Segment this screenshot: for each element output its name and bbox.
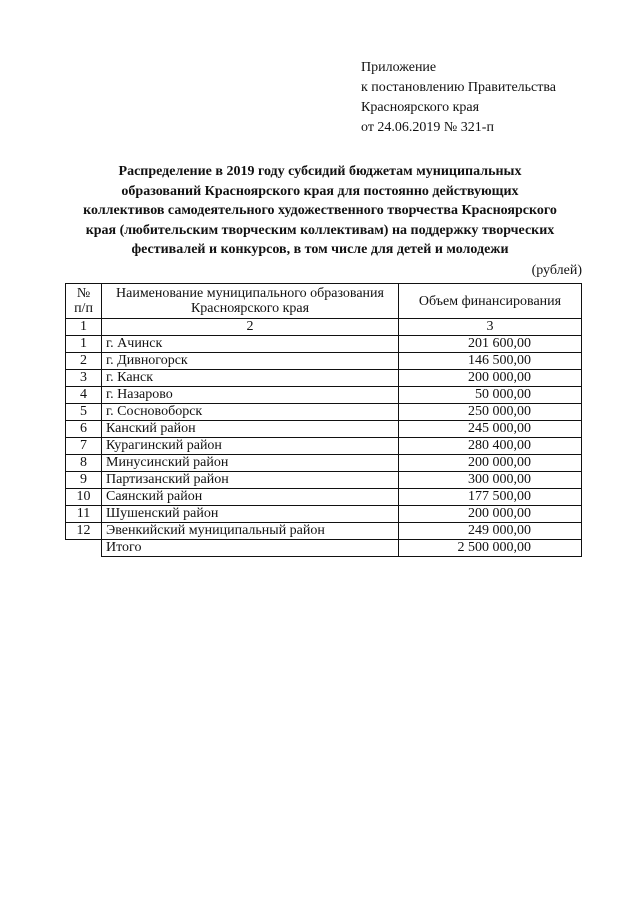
title-line: коллективов самодеятельного художественного творчества Красноярского: [83, 203, 557, 218]
row-num: 12: [66, 523, 102, 540]
row-name: Минусинский район: [102, 455, 399, 472]
row-amount: 200 000,00: [399, 506, 582, 523]
title-line: края (любительским творческим коллективам) на поддержку творческих: [85, 222, 555, 238]
row-num: 2: [66, 353, 102, 370]
table-row: [66, 438, 582, 455]
row-num: 8: [66, 455, 102, 472]
row-num: 4: [66, 387, 102, 404]
appendix-line: Приложение: [361, 60, 437, 75]
row-name: Канский район: [102, 421, 399, 438]
appendix-block: [361, 58, 556, 138]
table-row: [66, 455, 582, 472]
column-number-row: [66, 319, 582, 336]
row-name: Партизанский район: [102, 472, 399, 489]
table-row: [66, 472, 582, 489]
col-number: 2: [102, 319, 399, 336]
table-row: [66, 523, 582, 540]
row-amount: 146 500,00: [399, 353, 582, 370]
unit-label: (рублей): [531, 263, 582, 278]
table-row: [66, 387, 582, 404]
header-row: [66, 284, 582, 319]
row-amount: 177 500,00: [399, 489, 582, 506]
header-name: Наименование муниципального образования Красноярского края: [102, 284, 399, 319]
row-amount: 249 000,00: [399, 523, 582, 540]
table-row: [66, 506, 582, 523]
total-label: Итого: [102, 540, 399, 557]
header-num: № п/п: [66, 284, 102, 319]
row-num: 1: [66, 336, 102, 353]
total-amount: 2 500 000,00: [399, 540, 582, 557]
table-row: [66, 336, 582, 353]
row-name: г. Назарово: [102, 387, 399, 404]
title-line: Распределение в 2019 году субсидий бюджетам муниципальных: [118, 164, 522, 179]
table-row: [66, 404, 582, 421]
row-amount: 245 000,00: [399, 421, 582, 438]
row-amount: 280 400,00: [399, 438, 582, 455]
title-line: фестивалей и конкурсов, в том числе для детей и молодежи: [131, 242, 509, 257]
table-row: [66, 489, 582, 506]
document-title: [65, 162, 575, 260]
row-num: 5: [66, 404, 102, 421]
row-name: Курагинский район: [102, 438, 399, 455]
row-name: Шушенский район: [102, 506, 399, 523]
row-name: г. Ачинск: [102, 336, 399, 353]
subsidy-table: [65, 283, 582, 557]
header-amount: Объем финансирования: [399, 284, 582, 319]
row-name: г. Дивногорск: [102, 353, 399, 370]
row-name: г. Сосновоборск: [102, 404, 399, 421]
table-row: [66, 421, 582, 438]
row-name: г. Канск: [102, 370, 399, 387]
row-num: 11: [66, 506, 102, 523]
row-name: Саянский район: [102, 489, 399, 506]
table-row: [66, 370, 582, 387]
appendix-line: от 24.06.2019 № 321-п: [361, 120, 494, 135]
appendix-line: Красноярского края: [361, 100, 480, 115]
row-amount: 50 000,00: [399, 387, 582, 404]
row-num: 7: [66, 438, 102, 455]
title-line: образований Красноярского края для постоянно действующих: [121, 183, 519, 199]
row-num: 9: [66, 472, 102, 489]
total-empty-cell: [66, 540, 102, 557]
row-num: 3: [66, 370, 102, 387]
total-row: [66, 540, 582, 557]
row-num: 10: [66, 489, 102, 506]
table-row: [66, 353, 582, 370]
row-num: 6: [66, 421, 102, 438]
row-amount: 200 000,00: [399, 370, 582, 387]
row-amount: 250 000,00: [399, 404, 582, 421]
appendix-line: к постановлению Правительства: [361, 80, 557, 95]
col-number: 1: [66, 319, 102, 336]
col-number: 3: [399, 319, 582, 336]
row-name: Эвенкийский муниципальный район: [102, 523, 399, 540]
row-amount: 201 600,00: [399, 336, 582, 353]
row-amount: 300 000,00: [399, 472, 582, 489]
row-amount: 200 000,00: [399, 455, 582, 472]
